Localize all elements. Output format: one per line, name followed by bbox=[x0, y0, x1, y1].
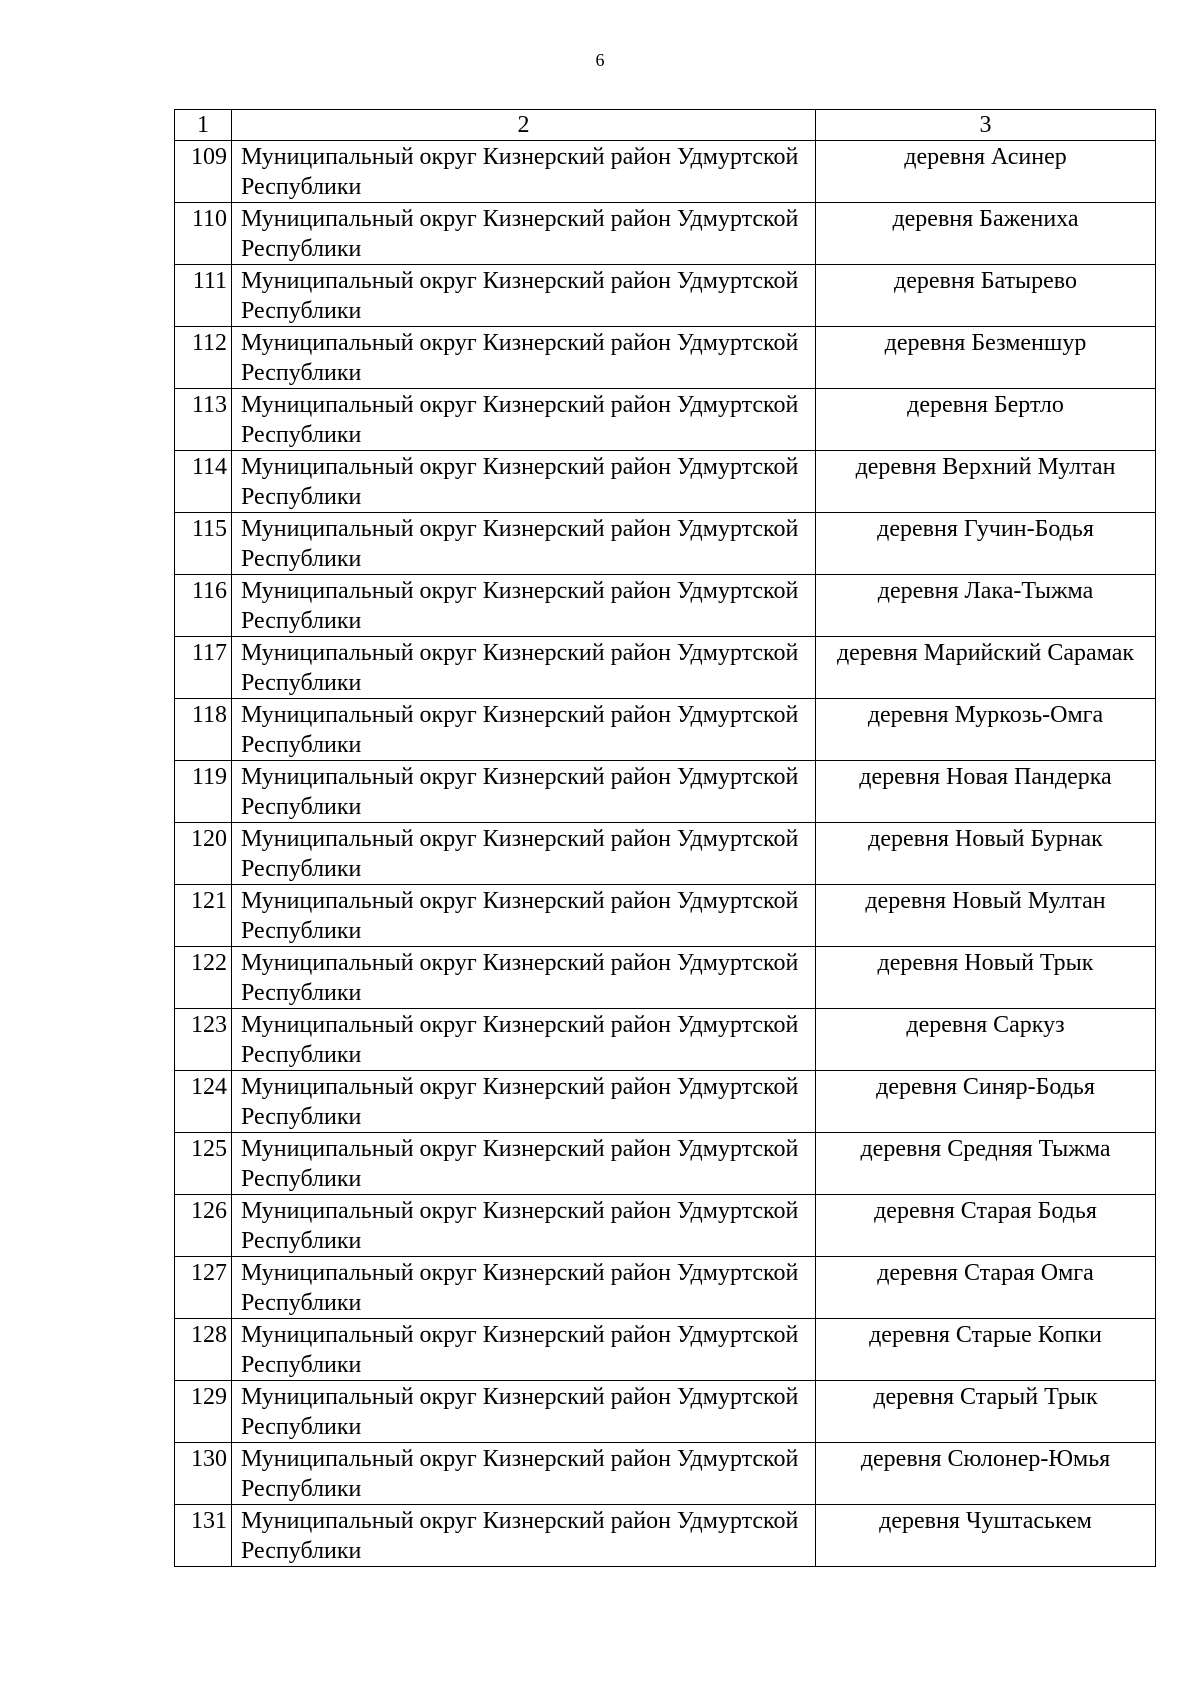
table-header-row bbox=[175, 110, 1156, 141]
row-number-text: 120 bbox=[191, 826, 227, 852]
settlement-text: деревня Безменшур bbox=[884, 330, 1087, 356]
district-cell bbox=[232, 1381, 816, 1443]
settlement-cell bbox=[816, 1319, 1156, 1381]
settlement-text: деревня Новая Пандерка bbox=[859, 764, 1112, 790]
table-row bbox=[175, 1443, 1156, 1505]
row-number bbox=[175, 699, 232, 761]
row-number-text: 128 bbox=[191, 1322, 227, 1348]
district-text: Муниципальный округ Кизнерский район Удмуртской Республики bbox=[241, 578, 799, 634]
page-number: 6 bbox=[595, 50, 605, 70]
settlement-text: деревня Старый Трык bbox=[873, 1384, 1098, 1410]
table-row bbox=[175, 1071, 1156, 1133]
district-cell bbox=[232, 1009, 816, 1071]
row-number bbox=[175, 947, 232, 1009]
row-number bbox=[175, 823, 232, 885]
row-number bbox=[175, 1257, 232, 1319]
settlement-text: деревня Старая Омга bbox=[877, 1260, 1094, 1286]
row-number bbox=[175, 637, 232, 699]
settlement-text: деревня Новый Трык bbox=[877, 950, 1094, 976]
table-row bbox=[175, 761, 1156, 823]
row-number-text: 123 bbox=[191, 1012, 227, 1038]
row-number bbox=[175, 389, 232, 451]
settlement-text: деревня Новый Бурнак bbox=[868, 826, 1103, 852]
district-text: Муниципальный округ Кизнерский район Удмуртской Республики bbox=[241, 1384, 799, 1440]
settlement-text: деревня Марийский Сарамак bbox=[836, 640, 1135, 666]
row-number-text: 113 bbox=[191, 392, 227, 418]
settlement-cell bbox=[816, 575, 1156, 637]
district-text: Муниципальный округ Кизнерский район Удмуртской Республики bbox=[241, 1508, 799, 1564]
district-text: Муниципальный округ Кизнерский район Удмуртской Республики bbox=[241, 1074, 799, 1130]
district-cell bbox=[232, 265, 816, 327]
table-row bbox=[175, 1133, 1156, 1195]
row-number-text: 118 bbox=[191, 702, 227, 728]
settlement-text: деревня Старые Копки bbox=[869, 1322, 1102, 1348]
table-row bbox=[175, 513, 1156, 575]
settlement-cell bbox=[816, 1257, 1156, 1319]
settlement-cell bbox=[816, 389, 1156, 451]
table-row bbox=[175, 1505, 1156, 1567]
row-number bbox=[175, 451, 232, 513]
settlements-table bbox=[174, 109, 1156, 1567]
table-row bbox=[175, 575, 1156, 637]
settlement-cell bbox=[816, 265, 1156, 327]
settlement-text: деревня Гучин-Бодья bbox=[877, 516, 1094, 542]
row-number-text: 110 bbox=[191, 206, 227, 232]
row-number-text: 116 bbox=[191, 578, 227, 604]
district-text: Муниципальный округ Кизнерский район Удмуртской Республики bbox=[241, 888, 799, 944]
district-text: Муниципальный округ Кизнерский район Удмуртской Республики bbox=[241, 1136, 799, 1192]
table-row bbox=[175, 637, 1156, 699]
district-cell bbox=[232, 575, 816, 637]
district-cell bbox=[232, 1443, 816, 1505]
settlement-cell bbox=[816, 823, 1156, 885]
table-row bbox=[175, 885, 1156, 947]
settlement-text: деревня Саркуз bbox=[906, 1012, 1065, 1038]
row-number-text: 126 bbox=[191, 1198, 227, 1224]
settlement-cell bbox=[816, 1381, 1156, 1443]
settlement-cell bbox=[816, 451, 1156, 513]
table-row bbox=[175, 1009, 1156, 1071]
district-cell bbox=[232, 389, 816, 451]
row-number-text: 115 bbox=[191, 516, 227, 542]
settlement-text: деревня Бертло bbox=[907, 392, 1064, 418]
column-header-number: 1 bbox=[175, 110, 232, 141]
table-row bbox=[175, 265, 1156, 327]
column-header-settlement: 3 bbox=[816, 110, 1156, 141]
row-number bbox=[175, 1071, 232, 1133]
settlement-cell bbox=[816, 1505, 1156, 1567]
district-text: Муниципальный округ Кизнерский район Удмуртской Республики bbox=[241, 1198, 799, 1254]
row-number-text: 121 bbox=[191, 888, 227, 914]
row-number-text: 122 bbox=[191, 950, 227, 976]
row-number-text: 127 bbox=[191, 1260, 227, 1286]
settlement-cell bbox=[816, 327, 1156, 389]
settlement-cell bbox=[816, 1195, 1156, 1257]
settlement-text: деревня Сюлонер-Юмья bbox=[860, 1446, 1111, 1472]
row-number bbox=[175, 885, 232, 947]
district-cell bbox=[232, 1505, 816, 1567]
row-number bbox=[175, 1133, 232, 1195]
district-cell bbox=[232, 885, 816, 947]
settlement-text: деревня Новый Мултан bbox=[865, 888, 1106, 914]
row-number bbox=[175, 761, 232, 823]
district-text: Муниципальный округ Кизнерский район Удмуртской Республики bbox=[241, 144, 799, 200]
settlement-text: деревня Синяр-Бодья bbox=[876, 1074, 1095, 1100]
district-text: Муниципальный округ Кизнерский район Удмуртской Республики bbox=[241, 454, 799, 510]
settlement-text: деревня Батырево bbox=[894, 268, 1077, 294]
district-text: Муниципальный округ Кизнерский район Удмуртской Республики bbox=[241, 1012, 799, 1068]
settlement-cell bbox=[816, 203, 1156, 265]
table-row bbox=[175, 141, 1156, 203]
row-number-text: 112 bbox=[191, 330, 227, 356]
row-number bbox=[175, 1195, 232, 1257]
table-body bbox=[175, 110, 1156, 1567]
district-text: Муниципальный округ Кизнерский район Удмуртской Республики bbox=[241, 640, 799, 696]
district-text: Муниципальный округ Кизнерский район Удмуртской Республики bbox=[241, 268, 799, 324]
district-cell bbox=[232, 823, 816, 885]
row-number-text: 117 bbox=[191, 640, 227, 666]
settlement-cell bbox=[816, 1443, 1156, 1505]
settlement-text: деревня Муркозь-Омга bbox=[867, 702, 1104, 728]
row-number bbox=[175, 265, 232, 327]
district-text: Муниципальный округ Кизнерский район Удмуртской Республики bbox=[241, 330, 799, 386]
district-cell bbox=[232, 141, 816, 203]
settlement-text: деревня Старая Бодья bbox=[874, 1198, 1097, 1224]
row-number-text: 125 bbox=[191, 1136, 227, 1162]
district-text: Муниципальный округ Кизнерский район Удмуртской Республики bbox=[241, 1446, 799, 1502]
table-row bbox=[175, 1381, 1156, 1443]
district-text: Муниципальный округ Кизнерский район Удмуртской Республики bbox=[241, 1260, 799, 1316]
row-number-text: 131 bbox=[191, 1508, 227, 1534]
row-number bbox=[175, 203, 232, 265]
table-row bbox=[175, 1257, 1156, 1319]
row-number-text: 119 bbox=[191, 764, 227, 790]
row-number bbox=[175, 141, 232, 203]
district-text: Муниципальный округ Кизнерский район Удмуртской Республики bbox=[241, 702, 799, 758]
district-cell bbox=[232, 699, 816, 761]
table-row bbox=[175, 327, 1156, 389]
settlement-text: деревня Чуштаськем bbox=[879, 1508, 1092, 1534]
district-text: Муниципальный округ Кизнерский район Удмуртской Республики bbox=[241, 1322, 799, 1378]
row-number bbox=[175, 1009, 232, 1071]
settlement-cell bbox=[816, 637, 1156, 699]
district-text: Муниципальный округ Кизнерский район Удмуртской Республики bbox=[241, 826, 799, 882]
row-number-text: 109 bbox=[191, 144, 227, 170]
row-number-text: 129 bbox=[191, 1384, 227, 1410]
district-text: Муниципальный округ Кизнерский район Удмуртской Республики bbox=[241, 392, 799, 448]
row-number-text: 111 bbox=[192, 268, 227, 294]
table-row bbox=[175, 389, 1156, 451]
row-number bbox=[175, 575, 232, 637]
settlement-cell bbox=[816, 513, 1156, 575]
settlement-cell bbox=[816, 1133, 1156, 1195]
settlement-text: деревня Средняя Тыжма bbox=[860, 1136, 1111, 1162]
district-cell bbox=[232, 947, 816, 1009]
district-text: Муниципальный округ Кизнерский район Удмуртской Республики bbox=[241, 206, 799, 262]
settlement-cell bbox=[816, 1009, 1156, 1071]
district-cell bbox=[232, 1195, 816, 1257]
settlement-cell bbox=[816, 699, 1156, 761]
table-row bbox=[175, 451, 1156, 513]
settlement-text: деревня Бажениха bbox=[892, 206, 1079, 232]
table-row bbox=[175, 947, 1156, 1009]
district-cell bbox=[232, 637, 816, 699]
district-cell bbox=[232, 1133, 816, 1195]
district-cell bbox=[232, 513, 816, 575]
table-row bbox=[175, 1319, 1156, 1381]
district-text: Муниципальный округ Кизнерский район Удмуртской Республики bbox=[241, 764, 799, 820]
district-text: Муниципальный округ Кизнерский район Удмуртской Республики bbox=[241, 950, 799, 1006]
district-cell bbox=[232, 1071, 816, 1133]
row-number bbox=[175, 1319, 232, 1381]
settlement-cell bbox=[816, 1071, 1156, 1133]
district-cell bbox=[232, 1257, 816, 1319]
settlement-cell bbox=[816, 947, 1156, 1009]
district-cell bbox=[232, 1319, 816, 1381]
table-row bbox=[175, 699, 1156, 761]
district-cell bbox=[232, 451, 816, 513]
settlement-text: деревня Лака-Тыжма bbox=[877, 578, 1094, 604]
district-cell bbox=[232, 327, 816, 389]
row-number bbox=[175, 1505, 232, 1567]
row-number-text: 124 bbox=[191, 1074, 227, 1100]
table-row bbox=[175, 203, 1156, 265]
table-row bbox=[175, 1195, 1156, 1257]
district-text: Муниципальный округ Кизнерский район Удмуртской Республики bbox=[241, 516, 799, 572]
row-number bbox=[175, 1443, 232, 1505]
row-number-text: 130 bbox=[191, 1446, 227, 1472]
settlement-cell bbox=[816, 761, 1156, 823]
row-number-text: 114 bbox=[191, 454, 227, 480]
district-cell bbox=[232, 761, 816, 823]
district-cell bbox=[232, 203, 816, 265]
settlement-cell bbox=[816, 141, 1156, 203]
settlement-text: деревня Асинер bbox=[904, 144, 1067, 170]
row-number bbox=[175, 513, 232, 575]
settlement-text: деревня Верхний Мултан bbox=[855, 454, 1116, 480]
table-row bbox=[175, 823, 1156, 885]
column-header-district: 2 bbox=[232, 110, 816, 141]
settlement-cell bbox=[816, 885, 1156, 947]
row-number bbox=[175, 327, 232, 389]
row-number bbox=[175, 1381, 232, 1443]
